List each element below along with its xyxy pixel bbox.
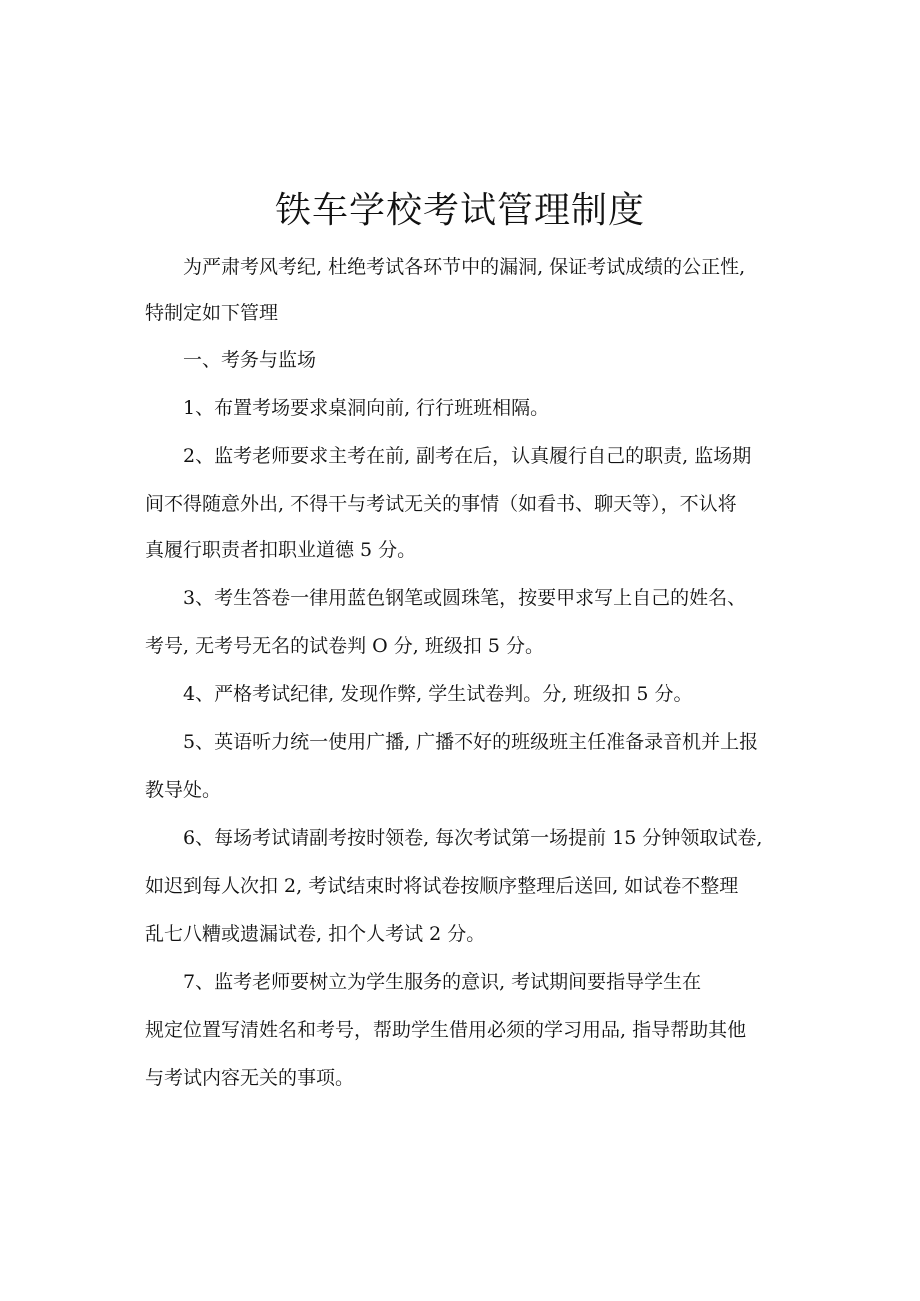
rule-5-line-1: 5、英语听力统一使用广播, 广播不好的班级班主任准备录音机并上报 — [183, 731, 759, 753]
rule-3-line-1: 3、考生答卷一律用蓝色钢笔或圆珠笔，按要甲求写上自己的姓名、 — [183, 587, 747, 609]
intro-line-2: 特制定如下管理 — [145, 302, 279, 324]
rule-5-line-2: 教导处。 — [145, 779, 222, 801]
rule-3-line-2: 考号, 无考号无名的试卷判 O 分, 班级扣 5 分。 — [145, 635, 544, 657]
rule-4-line-1: 4、严格考试纪律, 发现作弊, 学生试卷判。分, 班级扣 5 分。 — [183, 683, 693, 705]
section-heading-1: 一、考务与监场 — [183, 349, 317, 371]
document-title: 铁车学校考试管理制度 — [274, 190, 645, 231]
rule-1-line-1: 1、布置考场要求桌洞向前, 行行班班相隔。 — [183, 397, 550, 419]
rule-2-line-2: 间不得随意外出, 不得干与考试无关的事情（如看书、聊天等），不认将 — [145, 493, 737, 515]
rule-7-line-3: 与考试内容无关的事项。 — [145, 1067, 355, 1089]
rule-6-line-2: 如迟到每人次扣 2, 考试结束时将试卷按顺序整理后送回, 如试卷不整理 — [145, 875, 739, 897]
rule-6-line-3: 乱七八糟或遗漏试卷, 扣个人考试 2 分。 — [145, 923, 486, 945]
rule-6-line-1: 6、每场考试请副考按时领卷, 每次考试第一场提前 15 分钟领取试卷, — [183, 827, 763, 849]
rule-7-line-2: 规定位置写清姓名和考号，帮助学生借用必须的学习用品, 指导帮助其他 — [145, 1019, 747, 1041]
rule-7-line-1: 7、监考老师要树立为学生服务的意识, 考试期间要指导学生在 — [183, 971, 702, 993]
intro-line-1: 为严肃考风考纪, 杜绝考试各环节中的漏洞, 保证考试成绩的公正性, — [183, 256, 746, 278]
rule-2-line-3: 真履行职责者扣职业道德 5 分。 — [145, 539, 417, 561]
rule-2-line-1: 2、监考老师要求主考在前, 副考在后，认真履行自己的职责, 监场期 — [183, 445, 752, 467]
